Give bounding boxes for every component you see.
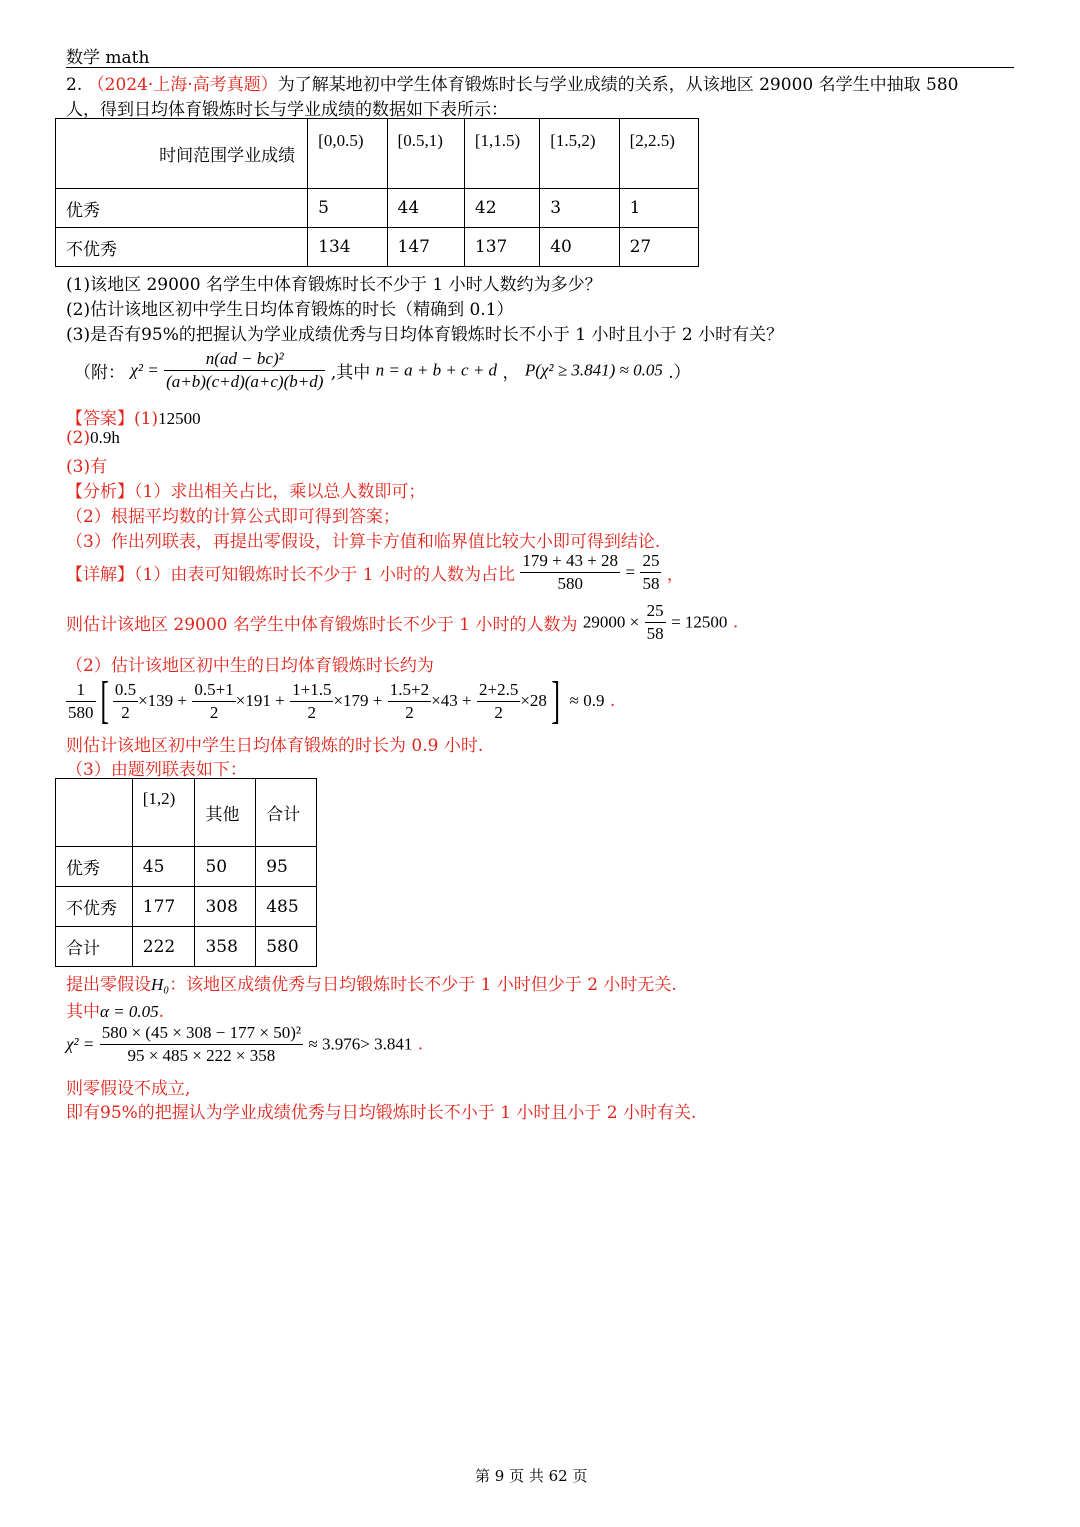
table-header-cell: [0,0.5) [308,119,387,189]
alpha-end: . [158,1002,165,1022]
fraction-denominator: 2 [121,702,130,722]
chi-square-fraction [164,348,325,393]
analysis-label: 【分析】 [66,482,134,502]
answer-1-prefix: (1) [134,409,159,429]
data-table [55,118,699,267]
table-header-cell: 其他 [195,779,256,847]
question-source: （2024·上海·高考真题） [87,75,278,95]
question-line-1 [66,70,958,95]
detail-label: 【详解】 [66,565,134,585]
ratio-simplified-fraction [640,550,661,595]
fraction-numerator: 179 + 43 + 28 [520,550,620,573]
alpha-prefix: 其中 [66,1002,100,1022]
term-multiplier: ×28 [520,691,547,710]
table-cell: 5 [308,189,387,228]
sub-question-2: (2)估计该地区初中学生日均体育锻炼的时长（精确到 0.1） [66,300,514,320]
outer-fraction [66,679,96,724]
table-corner-cell [56,779,133,847]
detail-line-2 [66,600,738,645]
fraction-numerator: 0.5+1 [192,679,235,702]
answer-label: 【答案】 [66,409,134,429]
table-cell: 222 [132,927,195,967]
sub-question-1: (1)该地区 29000 名学生中体育锻炼时长不少于 1 小时人数约为多少？ [66,275,602,295]
h0-symbol: H₀ [151,975,170,994]
average-end: . [609,691,616,711]
multiplication-expression: 29000 × [582,612,640,632]
fraction-numerator: 1 [66,679,96,702]
analysis-line-1 [66,477,425,502]
fraction-denominator: 58 [646,624,664,643]
table-header-cell: [1,2) [132,779,195,847]
chi-square-symbol: χ² = [130,360,159,380]
table-header-cell: [0.5,1) [387,119,464,189]
fraction-denominator: 2 [209,702,219,722]
question-stem-1: 为了解某地初中学生体育锻炼时长与学业成绩的关系，从该地区 29000 名学生中抽取 580 [277,75,959,95]
answer-line-2 [66,428,120,448]
table-cell: 95 [256,847,317,887]
fraction-numerator: n(ad − bc)² [164,348,325,371]
analysis-line-3: （3）作出列联表，再提出零假设，计算卡方值和临界值比较大小即可得到结论. [66,532,661,552]
answer-2-value: 0.9h [90,428,120,447]
header-rule [66,67,1014,68]
term-fraction [290,679,333,724]
table-row [56,847,317,887]
conclusion-line-1: 则零假设不成立, [66,1079,191,1099]
probability-expression: P(χ² ≥ 3.841) ≈ 0.05 [524,360,663,380]
table-corner-cell: 时间范围学业成绩 [56,119,308,189]
fraction-denominator: 580 [557,574,583,593]
table-cell: 45 [132,847,195,887]
sub-question-3: (3)是否有95%的把握认为学业成绩优秀与日均体育锻炼时长不小于 1 小时且小于 2 小时有关？ [66,325,784,345]
detail-text-1: （1）由表可知锻炼时长不少于 1 小时的人数为占比 [134,565,515,585]
appendix-close: .） [668,363,691,383]
table-header-cell: [1.5,2) [540,119,619,189]
analysis-text-1: （1）求出相关占比，乘以总人数即可； [134,482,426,502]
chi-square-end: . [417,1034,424,1055]
fraction-denominator: 580 [68,702,94,722]
row-label: 合计 [56,927,133,967]
term-multiplier: ×139 + [138,691,188,710]
fraction-denominator: 95 × 485 × 222 × 358 [127,1046,276,1065]
fraction-denominator: (a+b)(c+d)(a+c)(b+d) [166,372,324,391]
table-cell: 580 [256,927,317,967]
page-header-subject: 数学 math [66,48,150,68]
page-footer: 第 9 页 共 62 页 [475,1467,588,1485]
term-fraction [113,679,138,724]
detail-end-2: . [732,612,739,633]
detail-end-1: ， [666,565,684,585]
analysis-line-2: （2）根据平均数的计算公式即可得到答案； [66,507,400,527]
fraction-numerator: 580 × (45 × 308 − 177 × 50)² [100,1022,303,1045]
fraction-denominator: 58 [642,574,660,593]
question-number: 2. [66,75,83,95]
fraction-denominator: 2 [307,702,317,722]
term-multiplier: ×191 + [235,691,285,710]
fraction-denominator: 2 [405,702,414,722]
term-fraction [477,679,520,724]
table-row [56,887,317,927]
chi-square-computation [66,1022,423,1067]
conclusion-line-2: 即有95%的把握认为学业成绩优秀与日均锻炼时长不小于 1 小时且小于 2 小时有关. [66,1103,697,1123]
equals-sign: = [625,562,636,582]
question-line-2: 人，得到日均体育锻炼时长与学业成绩的数据如下表所示： [66,100,508,120]
detail-line-1 [66,550,684,595]
table-cell: 44 [387,189,464,228]
fraction-numerator: 25 [640,550,661,573]
alpha-expression: α = 0.05 [100,1002,159,1021]
table-header-cell: [1,1.5) [464,119,539,189]
term-multiplier: ×43 + [431,691,472,710]
null-hypothesis [66,970,677,995]
left-bracket: [ [99,672,109,729]
share-fraction [645,600,666,645]
hypothesis-text: ：该地区成绩优秀与日均锻炼时长不少于 1 小时但少于 2 小时无关. [169,975,677,995]
appendix-comma: ， [502,363,520,383]
appendix-formula [74,348,691,393]
table-cell: 147 [387,228,464,267]
detail-line-4: 则估计该地区初中学生日均体育锻炼的时长为 0.9 小时. [66,736,484,756]
detail-line-3: （2）估计该地区初中生的日均体育锻炼时长约为 [66,656,434,676]
table-cell: 42 [464,189,539,228]
table-cell: 137 [464,228,539,267]
term-multiplier: ×179 + [333,691,383,710]
table-row [56,189,699,228]
average-formula [66,672,616,729]
right-bracket: ] [551,672,560,729]
hypothesis-prefix: 提出零假设 [66,975,151,995]
answer-line-1 [66,404,201,429]
average-result: ≈ 0.9 [569,691,605,710]
row-label: 优秀 [56,847,133,887]
table-cell: 358 [195,927,256,967]
row-label: 不优秀 [56,228,308,267]
fraction-numerator: 25 [645,600,666,623]
table-cell: 308 [195,887,256,927]
row-label: 优秀 [56,189,308,228]
appendix-mid: ,其中 [330,363,371,383]
table-cell: 485 [256,887,317,927]
fraction-numerator: 0.5 [113,679,138,702]
fraction-numerator: 1+1.5 [290,679,333,702]
chi-square-fraction [100,1022,303,1067]
appendix-open: （附： [74,363,125,383]
table-header-cell: 合计 [256,779,317,847]
fraction-numerator: 1.5+2 [388,679,431,702]
table-row [56,927,317,967]
result-value: = 12500 [671,612,728,632]
table-cell: 1 [619,189,698,228]
table-header-cell: [2,2.5) [619,119,698,189]
chi-square-result: ≈ 3.976> 3.841 [308,1034,413,1054]
row-label: 不优秀 [56,887,133,927]
detail-text-2: 则估计该地区 29000 名学生中体育锻炼时长不少于 1 小时的人数为 [66,615,578,635]
table-cell: 177 [132,887,195,927]
alpha-line [66,997,164,1022]
table-cell: 3 [540,189,619,228]
n-definition: n = a + b + c + d [375,360,498,380]
answer-line-3: (3)有 [66,457,108,477]
table-row [56,228,699,267]
table-cell: 27 [619,228,698,267]
table-cell: 134 [308,228,387,267]
term-fraction [388,679,431,724]
answer-2-prefix: (2) [66,428,91,448]
term-fraction [192,679,235,724]
table-cell: 50 [195,847,256,887]
ratio-fraction [520,550,620,595]
detail-line-5: （3）由题列联表如下： [66,760,247,780]
fraction-denominator: 2 [494,702,503,722]
contingency-table [55,778,317,967]
answer-1-value: 12500 [158,409,201,428]
table-cell: 40 [540,228,619,267]
fraction-numerator: 2+2.5 [477,679,520,702]
chi-square-symbol: χ² = [66,1034,95,1054]
